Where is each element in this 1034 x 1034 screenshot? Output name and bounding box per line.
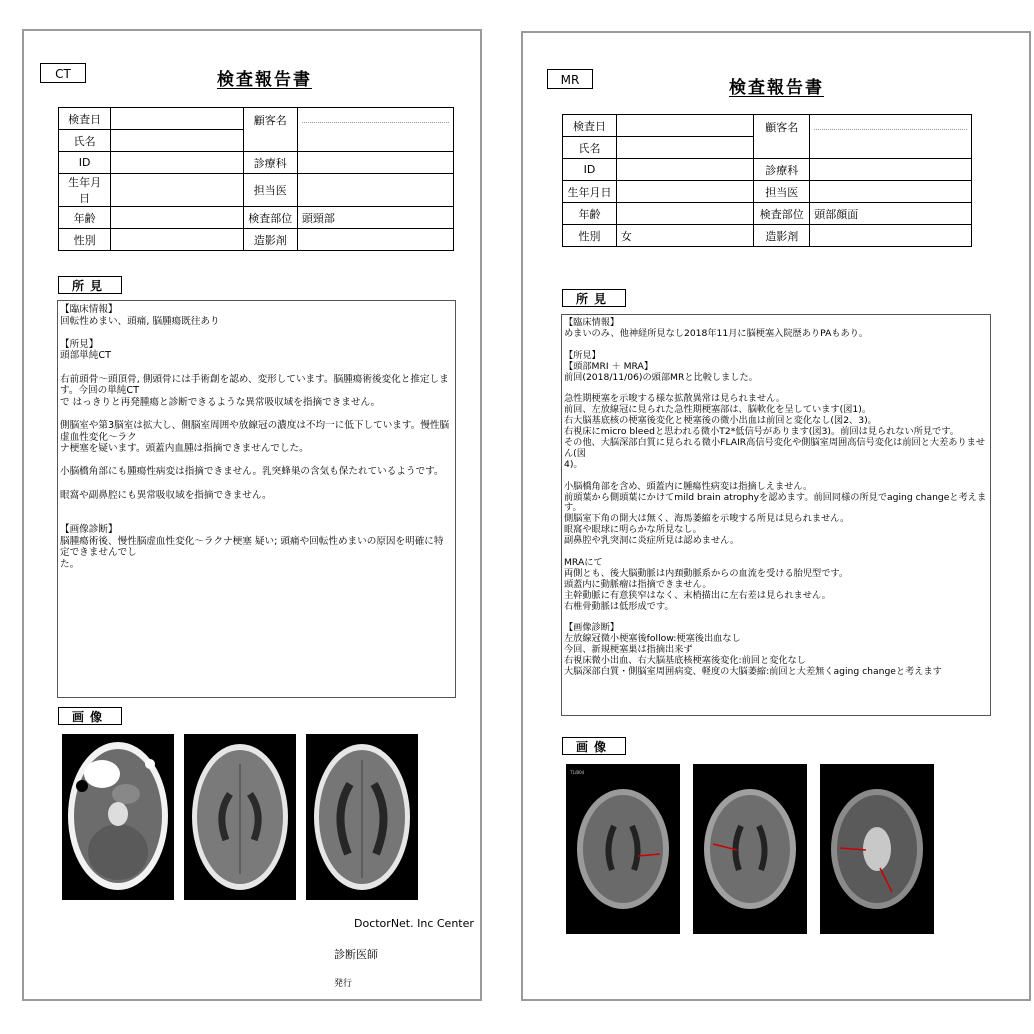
label-exam-date: 検査日 [59, 108, 111, 130]
label-department: 診療科 [243, 152, 297, 174]
mr-image-2 [693, 764, 807, 934]
label-sex: 性別 [59, 229, 111, 251]
modality-tag: CT [40, 63, 86, 83]
ct-report-page [22, 29, 482, 1001]
patient-info-table [58, 107, 454, 251]
report-title: 検査報告書 [729, 78, 824, 98]
label-doctor: 担当医 [754, 181, 810, 203]
mr-image-3 [820, 764, 934, 934]
label-id: ID [563, 159, 617, 181]
value-exam-date [616, 115, 753, 137]
label-doctor: 担当医 [243, 174, 297, 207]
label-body-part: 検査部位 [243, 207, 297, 229]
label-age: 年齢 [59, 207, 111, 229]
value-customer [810, 115, 972, 159]
label-name: 氏名 [59, 130, 111, 152]
modality-tag: MR [547, 69, 593, 89]
svg-text:T1/B04: T1/B04 [570, 770, 585, 775]
images-header: 画像 [562, 737, 626, 755]
footer-issued: 発行 [334, 979, 353, 989]
value-contrast [810, 225, 972, 247]
label-sex: 性別 [563, 225, 617, 247]
mr-report-page [521, 31, 1031, 1001]
label-department: 診療科 [754, 159, 810, 181]
value-contrast [297, 229, 453, 251]
findings-header: 所見 [58, 276, 122, 294]
value-customer [297, 108, 453, 152]
label-contrast: 造影剤 [754, 225, 810, 247]
value-doctor [810, 181, 972, 203]
value-department [810, 159, 972, 181]
label-contrast: 造影剤 [243, 229, 297, 251]
footer-physician: 診断医師 [334, 948, 378, 961]
label-name: 氏名 [563, 137, 617, 159]
report-title: 検査報告書 [217, 70, 312, 90]
value-doctor [297, 174, 453, 207]
ct-image-3 [306, 734, 418, 900]
value-age [616, 203, 753, 225]
label-age: 年齢 [563, 203, 617, 225]
findings-text: 【臨床情報】 めまいのみ、他神経所見なし2018年11月に脳梗塞入院歴ありPAもあり。 【所見】 【頭部MRI ＋ MRA】 前回(2018/11/06)の頭部MRと比較しました。 急性期梗塞を示唆する様な拡散異常は見られません。 前回、左放線冠に見られた急性期梗塞部は、脳軟化を呈しています(図1)。 右大脳基底核の梗塞後変化と梗塞後の微小出血は前回と変化なし(図2、3)。 右視床にmicro bleedと思われる微小T2*低信号があります(図3)。前回は見られない所見です。 その他、大脳深部白質に見られる微小FLAIR高信号変化や側脳室周囲高信号変化は前回と大差ありません(図 4)。 小脳橋角部を含め、頭蓋内に腫瘍性病変は指摘しえません。 前頭葉から側頭葉にかけてmild brain atrophyを認めます。前回同様の所見でaging changeと考えます。 側脳室下角の開大は無く、海馬萎縮を示唆する所見は見られません。 眼窩や眼球に明らかな所見なし。 副鼻腔や乳突洞に炎症所見は認めません。 MRAにて 両側とも、後大脳動脈は内頚動脈系からの血流を受ける胎児型です。 頭蓋内に動脈瘤は指摘できません。 主幹動脈に有意狭窄はなく、末梢描出に左右差は見られません。 右椎骨動脈は低形成です。 【画像診断】 左放線冠微小梗塞後follow:梗塞後出血なし 今回、新規梗塞巣は指摘出来ず 右視床微小出血、右大脳基底核梗塞後変化:前回と変化なし 大脳深部白質・側脳室周囲病変、軽度の大脳萎縮:前回と大差無くaging changeと考えます [561, 314, 991, 716]
label-customer: 顧客名 [243, 108, 297, 152]
value-sex: 女 [616, 225, 753, 247]
value-sex [111, 229, 243, 251]
ct-image-1 [62, 734, 174, 900]
value-birth [616, 181, 753, 203]
images-header: 画像 [58, 707, 122, 725]
value-age [111, 207, 243, 229]
findings-text: 【臨床情報】 回転性めまい、頭痛, 脳腫瘍既往あり 【所見】 頭部単純CT 右前頭骨～頭頂骨, 側頭骨には手術創を認め、変形しています。脳腫瘍術後変化と推定します。今回の単純CT で はっきりと再発腫瘍と診断できるような異常吸収域を指摘できません。 側脳室や第3脳室は拡大し、側脳室周囲や放線冠の濃度は不均一に低下しています。慢性脳虚血性変化～ラク ナ梗塞を疑います。頭蓋内血腫は指摘できませんでした。 小脳橋角部にも腫瘍性病変は指摘できません。乳突蜂巣の含気も保たれているようです。 眼窩や副鼻腔にも異常吸収域を指摘できません。 【画像診断】 脳腫瘍術後、慢性脳虚血性変化～ラクナ梗塞 疑い; 頭痛や回転性めまいの原因を明確に特定できませんでし た。 [57, 300, 456, 698]
value-body-part: 頭部顔面 [810, 203, 972, 225]
label-exam-date: 検査日 [563, 115, 617, 137]
ct-image-2 [184, 734, 296, 900]
label-id: ID [59, 152, 111, 174]
value-department [297, 152, 453, 174]
mr-image-1 [566, 764, 680, 934]
value-name [616, 137, 753, 159]
label-customer: 顧客名 [754, 115, 810, 159]
label-body-part: 検査部位 [754, 203, 810, 225]
value-birth [111, 174, 243, 207]
value-id [616, 159, 753, 181]
label-birth: 生年月日 [563, 181, 617, 203]
patient-info-table [562, 114, 972, 247]
value-exam-date [111, 108, 243, 130]
footer-center: DoctorNet. Inc Center [354, 917, 474, 930]
value-name [111, 130, 243, 152]
findings-header: 所見 [562, 289, 626, 307]
value-body-part: 頭頸部 [297, 207, 453, 229]
label-birth: 生年月日 [59, 174, 111, 207]
value-id [111, 152, 243, 174]
